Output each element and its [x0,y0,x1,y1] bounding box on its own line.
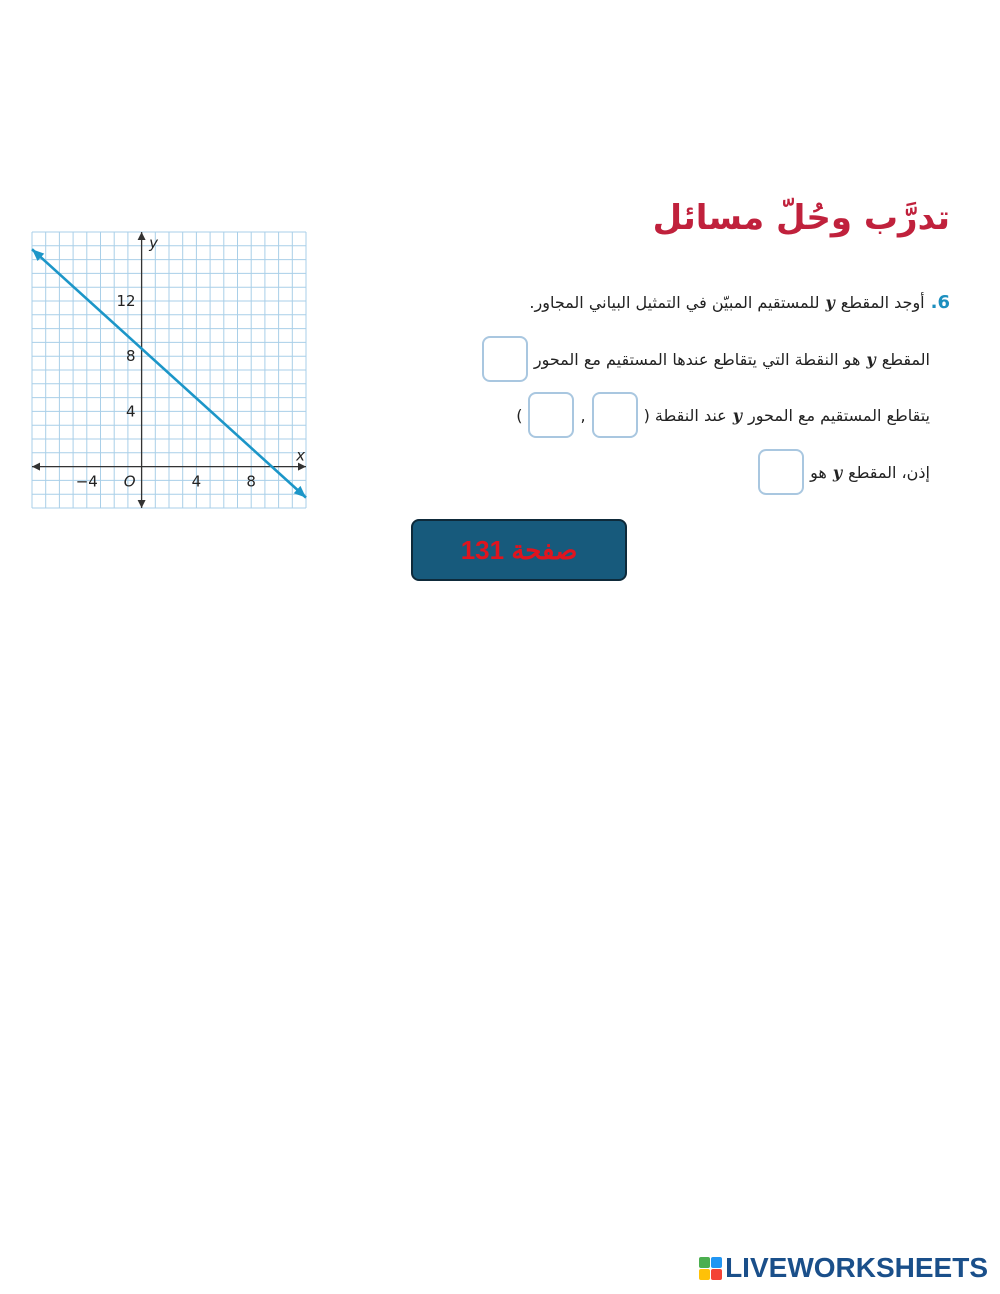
y-axis-arrow-down-icon [138,500,146,508]
answer-box-point-y[interactable] [528,392,574,438]
answer-line-3 [758,449,930,495]
answer-box-intercept[interactable] [758,449,804,495]
question-var: y [825,293,835,312]
x-tick-label: −4 [75,472,98,491]
x-tick-label: 4 [191,472,202,491]
logo-text: LIVEWORKSHEETS [725,1252,988,1283]
y-axis-label: y [149,234,159,252]
line2-after: عند النقطة ( [643,405,727,425]
y-tick-label: 4 [126,402,136,421]
question-text-before: أوجد المقطع [840,293,925,312]
line1-after: هو النقطة التي يتقاطع عندها المستقيم مع المحور [533,349,861,369]
page-reference-button[interactable] [411,519,627,581]
line3-var: y [832,462,843,482]
line2-before: يتقاطع المستقيم مع المحور [748,405,930,425]
page-title: تدرَّب وحُلّ مسائل [652,198,950,238]
y-tick-label: 12 [116,292,136,310]
liveworksheets-logo [699,1252,988,1284]
origin-label: O [123,472,136,491]
line1-before: المقطع [881,349,930,369]
page-reference-label: صفحة 131 [460,534,578,565]
line2-var: y [732,405,743,425]
line3-before: إذن، المقطع [848,462,930,482]
y-axis-arrow-up-icon [138,232,146,240]
answer-box-point-x[interactable] [592,392,638,438]
answer-box-axis[interactable] [482,336,528,382]
answer-line-2 [516,392,930,438]
line1-var: y [866,349,876,369]
logo-mark-icon [699,1257,722,1280]
question-number: 6. [930,292,950,313]
graph-tick-labels [76,234,305,491]
coordinate-graph [28,228,310,512]
line2-close: ) [516,405,523,425]
question-prompt [529,292,950,313]
line2-comma: , [580,405,586,425]
line3-after: هو [810,462,827,482]
x-tick-label: 8 [246,472,256,491]
y-tick-label: 8 [126,347,136,366]
question-text-after: للمستقيم المبيّن في التمثيل البياني المجاور. [529,293,820,312]
x-axis-label: x [296,446,305,465]
answer-line-1 [482,336,930,382]
x-axis-arrow-left-icon [32,463,40,471]
